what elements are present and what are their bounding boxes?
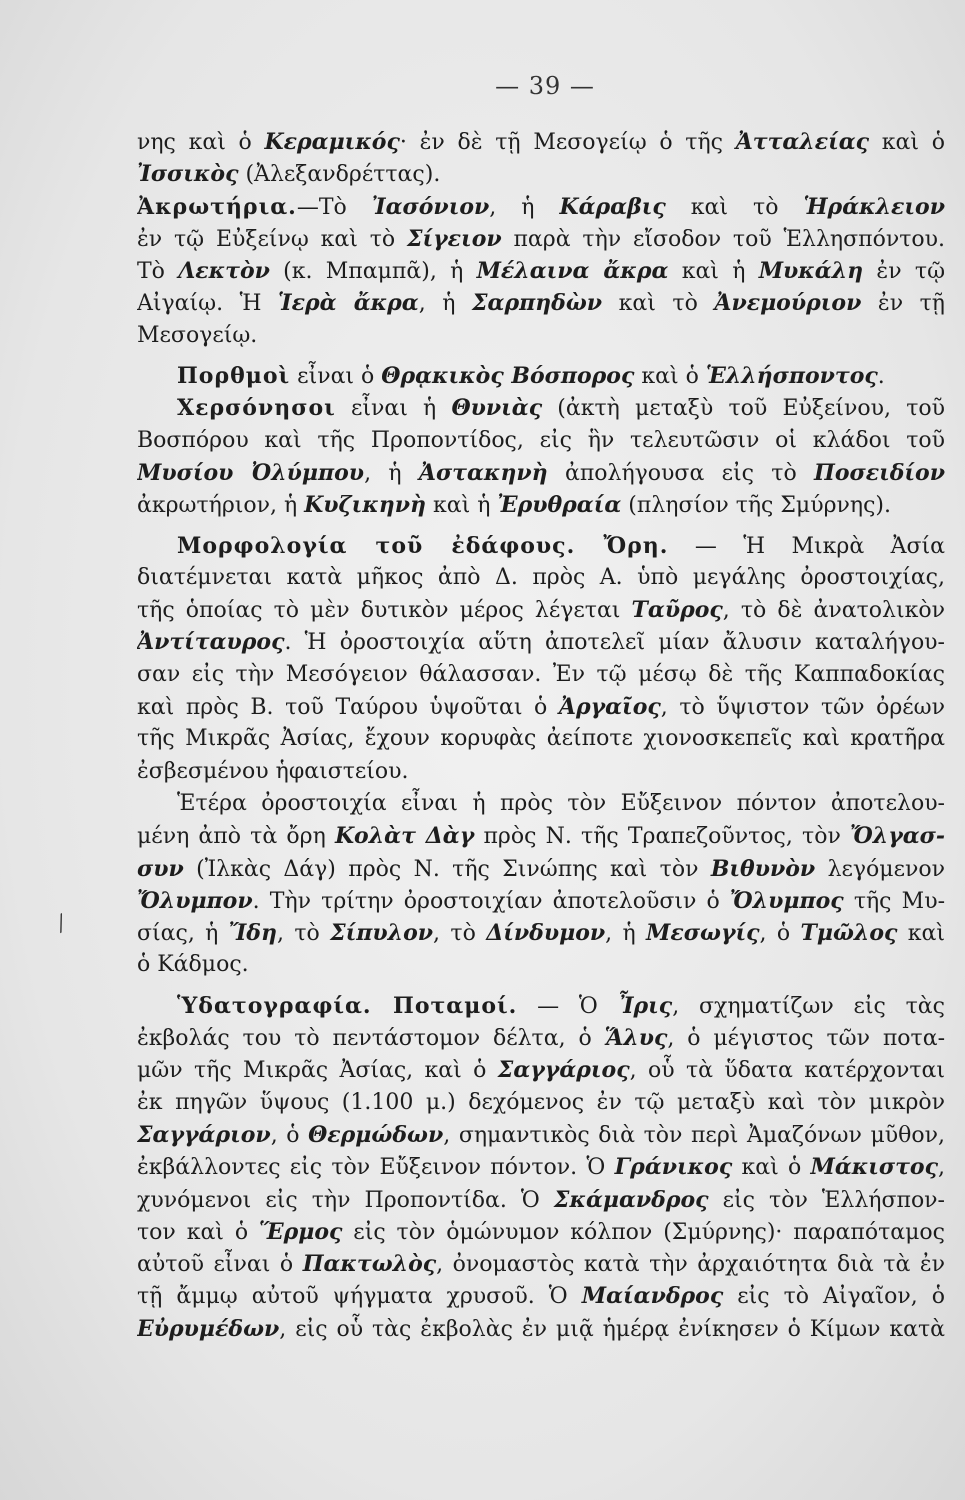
text-line bbox=[137, 1280, 945, 1312]
place-name: Ἰσσικὸς bbox=[137, 161, 239, 188]
text-line bbox=[137, 1087, 945, 1119]
text-run: ἀκρωτήριον, ἡ bbox=[137, 493, 305, 519]
place-name: Ἶρις bbox=[617, 992, 673, 1019]
text-run: —Τὸ bbox=[296, 194, 372, 220]
text-line bbox=[137, 1184, 945, 1216]
place-name: Εὐρυμέδων bbox=[137, 1315, 280, 1342]
text-run: ἀπολήγουσα εἰς τὸ bbox=[547, 460, 815, 486]
text-line bbox=[137, 788, 945, 820]
text-run: καὶ ὁ bbox=[732, 1155, 811, 1181]
text-run: νης bbox=[137, 130, 189, 155]
place-name: συν bbox=[137, 855, 184, 882]
text-run: , ἡ bbox=[364, 460, 419, 486]
text-line bbox=[137, 158, 945, 190]
place-name: Σαγγάριον bbox=[137, 1121, 271, 1148]
text-run: , τὸ ὕψιστον τῶν ὀρέων bbox=[660, 695, 945, 721]
text-line bbox=[137, 659, 945, 691]
text-run: · ἐν δὲ τῇ Μεσογείῳ ὁ τῆς bbox=[399, 130, 736, 155]
text-run: διατέμνεται κατὰ μῆκος ἀπὸ Δ. πρὸς Α. ὑπὸ μεγάλης ὀροστοιχίας, bbox=[137, 564, 945, 590]
text-run: . bbox=[877, 364, 885, 390]
text-run: λεγόμενον bbox=[815, 856, 945, 882]
text-run: καὶ ἡ bbox=[668, 259, 759, 285]
text-run: χυνόμενοι εἰς τὴν Προποντίδα. Ὁ bbox=[137, 1187, 554, 1213]
place-name: Ἀνεμούριον bbox=[714, 290, 862, 317]
text-run: καὶ πρὸς Β. τοῦ Ταύρου ὑψοῦται ὁ bbox=[137, 695, 559, 721]
text-line bbox=[137, 320, 945, 352]
place-name: Ἀντίταυρος bbox=[137, 629, 285, 656]
place-name: Μάκιστος bbox=[810, 1154, 938, 1181]
text-run: καὶ ὁ bbox=[634, 364, 706, 390]
place-name: Μυσίου Ὀλύμπου bbox=[137, 459, 365, 486]
place-name: Σαρπηδὼν bbox=[471, 290, 603, 317]
place-name: Κεραμικός bbox=[264, 129, 400, 155]
section-heading: Χερσόνησοι bbox=[177, 395, 336, 422]
place-name: Ἑλλήσποντος bbox=[705, 363, 878, 390]
place-name: Σαγγάριος bbox=[497, 1057, 630, 1084]
place-name: Θερμώδων bbox=[308, 1121, 444, 1148]
text-line bbox=[137, 360, 945, 392]
text-run: ἐσβεσμένου ἡφαιστείου. bbox=[137, 758, 409, 784]
place-name: Σίγειον bbox=[406, 225, 502, 252]
place-name: Μεσωγίς bbox=[646, 920, 760, 947]
text-run: , ὁ μέγιστος τῶν ποτα- bbox=[667, 1026, 945, 1052]
text-run: , ὀνομαστὸς κατὰ τὴν ἀρχαιότητα διὰ τὰ ἐν bbox=[436, 1252, 945, 1278]
body-text bbox=[137, 126, 945, 1345]
text-line bbox=[137, 425, 945, 457]
text-run: , bbox=[938, 1155, 945, 1181]
text-line bbox=[137, 885, 945, 917]
place-name: Ἐρυθραία bbox=[497, 492, 622, 519]
place-name: Ἕρμος bbox=[258, 1218, 343, 1245]
place-name: Ἡράκλειον bbox=[803, 193, 945, 220]
text-run: ἐν τῷ Εὐξείνῳ καὶ τὸ bbox=[137, 226, 407, 252]
text-run: , σχηματίζων εἰς τὰς bbox=[672, 993, 945, 1019]
text-run: (ἀκτὴ μεταξὺ τοῦ Εὐξείνου, τοῦ bbox=[542, 396, 945, 422]
text-run: . Ἡ ὀροστοιχία αὕτη ἀποτελεῖ μίαν ἄλυσιν καταλήγου- bbox=[284, 630, 945, 656]
section-heading: Ἀκρωτήρια. bbox=[137, 193, 297, 220]
text-line bbox=[137, 756, 945, 788]
place-name: Κάραβις bbox=[559, 193, 666, 220]
text-run: καὶ bbox=[897, 921, 945, 947]
place-name: Ἱερὰ ἄκρα bbox=[278, 290, 419, 317]
text-run: Τὸ bbox=[137, 259, 179, 285]
text-run: εἶναι ὁ bbox=[290, 364, 382, 390]
place-name: Ὄλυμπον bbox=[137, 887, 253, 914]
text-run: ἐκ πηγῶν ὕψους (1.100 μ.) δεχόμενος ἐν τῷ μεταξὺ καὶ τὸν μικρὸν bbox=[137, 1089, 945, 1115]
text-run: καὶ ὁ bbox=[869, 130, 945, 155]
text-run: Βοσπόρου καὶ τῆς Προποντίδος, εἰς ἣν τελευτῶσιν οἱ κλάδοι τοῦ bbox=[137, 427, 945, 453]
text-run: τῆς Μυ- bbox=[843, 888, 945, 914]
text-run: αὐτοῦ εἶναι ὁ bbox=[137, 1252, 303, 1278]
text-line bbox=[137, 1313, 945, 1345]
text-run: , ἡ bbox=[605, 921, 647, 947]
text-run: (πλησίον τῆς Σμύρνης). bbox=[621, 493, 891, 519]
place-name: Ταῦρος bbox=[631, 597, 723, 624]
place-name: Κολὰτ Δὰγ bbox=[334, 823, 475, 850]
text-line bbox=[137, 530, 945, 562]
text-line bbox=[137, 691, 945, 723]
place-name: Ἰασόνιον bbox=[371, 193, 490, 220]
text-line bbox=[137, 853, 945, 885]
place-name: Γράνικος bbox=[614, 1154, 733, 1181]
text-run: — Ἡ Μικρὰ Ἀσία bbox=[668, 533, 945, 559]
text-line bbox=[137, 949, 945, 981]
text-run: καὶ ὁ bbox=[188, 130, 265, 155]
place-name: Μυκάλη bbox=[758, 258, 864, 285]
text-run: εἰς τὸν ὁμώνυμον κόλπον (Σμύρνης)· παραπόταμος bbox=[342, 1219, 945, 1245]
place-name: Κυζικηνὴ bbox=[304, 492, 426, 519]
place-name: Θυνιὰς bbox=[451, 395, 543, 422]
section-heading: Ὑδατογραφία. Ποταμοί. bbox=[177, 992, 518, 1019]
text-run: ἐν τῷ bbox=[863, 259, 945, 285]
text-line bbox=[137, 255, 945, 287]
text-run: , σημαντικὸς διὰ τὸν περὶ Ἀμαζόνων μῦθον, bbox=[443, 1122, 945, 1148]
place-name: Τμῶλος bbox=[800, 920, 898, 947]
text-run: , ἡ bbox=[489, 194, 560, 220]
place-name: Ποσειδίον bbox=[814, 459, 945, 486]
place-name: Μαίανδρος bbox=[581, 1283, 724, 1310]
place-name: Πακτωλὸς bbox=[302, 1251, 437, 1278]
text-line bbox=[137, 1119, 945, 1151]
text-line bbox=[137, 126, 945, 158]
place-name: Δίνδυμον bbox=[486, 920, 606, 947]
section-heading: Μορφολογία τοῦ ἐδάφους. Ὄρη. bbox=[177, 532, 669, 559]
text-run: ἐκβάλλοντες εἰς τὸν Εὔξεινον πόντον. Ὁ bbox=[137, 1155, 615, 1181]
text-line bbox=[137, 723, 945, 755]
text-run: (Ἰλκὰς Δάγ) πρὸς Ν. τῆς Σινώπης καὶ τὸν bbox=[183, 856, 711, 882]
text-line bbox=[137, 1248, 945, 1280]
text-run: σίας, ἡ bbox=[137, 921, 229, 947]
text-run: σαν εἰς τὴν Μεσόγειον θάλασσαν. Ἐν τῷ μέσῳ δὲ τῆς Καππαδοκίας bbox=[137, 661, 945, 687]
place-name: Ὄλυμπος bbox=[729, 887, 844, 914]
margin-mark: ⁄ bbox=[53, 912, 70, 937]
text-run: παρὰ τὴν εἴσοδον τοῦ Ἑλλησπόντου. bbox=[501, 226, 945, 252]
text-run: . Τὴν τρίτην ὀροστοιχίαν ἀποτελοῦσιν ὁ bbox=[252, 888, 730, 914]
place-name: Ἀστακηνὴ bbox=[418, 459, 548, 486]
place-name: Μέλαινα ἄκρα bbox=[476, 258, 669, 285]
place-name: Ἀργαῖος bbox=[558, 694, 661, 721]
text-run: μένη ἀπὸ τὰ ὄρη bbox=[137, 824, 335, 850]
text-line bbox=[137, 562, 945, 594]
text-line bbox=[137, 594, 945, 626]
text-run: Αἰγαίῳ. Ἡ bbox=[137, 291, 278, 317]
text-run: εἶναι ἡ bbox=[335, 396, 452, 422]
text-run: ἐκβολάς του τὸ πεντάστομον δέλτα, ὁ bbox=[137, 1026, 605, 1052]
place-name: Σκάμανδρος bbox=[553, 1186, 709, 1213]
text-run: ἐν τῇ bbox=[861, 291, 945, 317]
text-run: τῆς Μικρᾶς Ἀσίας, ἔχουν κορυφὰς ἀείποτε χιονοσκεπεῖς καὶ κρατῆρα bbox=[137, 726, 945, 752]
text-line bbox=[137, 223, 945, 255]
text-run: πρὸς Ν. τῆς Τραπεζοῦντος, τὸν bbox=[474, 824, 850, 850]
text-run: (κ. Μπαμπᾶ), ἡ bbox=[269, 259, 477, 285]
text-run: , ὁ bbox=[759, 921, 801, 947]
text-run: , τὸ bbox=[433, 921, 487, 947]
place-name: Θρᾳκικὸς Βόσπορος bbox=[381, 363, 635, 390]
text-line bbox=[137, 489, 945, 521]
text-line bbox=[137, 917, 945, 949]
text-run: μῶν τῆς Μικρᾶς Ἀσίας, καὶ ὁ bbox=[137, 1058, 498, 1084]
text-line bbox=[137, 1022, 945, 1054]
section-heading: Πορθμοὶ bbox=[177, 363, 291, 390]
text-line bbox=[137, 191, 945, 223]
place-name: Ἀτταλείας bbox=[735, 129, 870, 155]
text-run: τῆς ὁποίας τὸ μὲν δυτικὸν μέρος λέγεται bbox=[137, 598, 632, 624]
place-name: Σίπυλον bbox=[330, 920, 434, 947]
text-run: καὶ τὸ bbox=[602, 291, 715, 317]
place-name: Ἴδη bbox=[228, 920, 277, 947]
place-name: Ὄλγασ- bbox=[850, 823, 945, 850]
text-run: καὶ τὸ bbox=[665, 194, 804, 220]
text-run: , τὸ bbox=[276, 921, 331, 947]
text-line bbox=[137, 1054, 945, 1086]
page-number: — 39 — bbox=[495, 72, 595, 100]
text-line bbox=[137, 626, 945, 658]
text-line bbox=[137, 287, 945, 319]
text-line bbox=[137, 990, 945, 1022]
place-name: Λεκτὸν bbox=[178, 258, 270, 285]
text-line bbox=[137, 457, 945, 489]
text-run: εἰς τὸ Αἰγαῖον, ὁ bbox=[723, 1284, 945, 1310]
text-run: , ἡ bbox=[418, 291, 472, 317]
text-run: Μεσογείῳ. bbox=[137, 322, 258, 348]
text-run: , τὸ δὲ ἀνατολικὸν bbox=[722, 598, 945, 624]
place-name: Βιθυνὸν bbox=[710, 855, 816, 882]
text-run: Ἑτέρα ὀροστοιχία εἶναι ἡ πρὸς τὸν Εὔξεινον πόντον ἀποτελου- bbox=[177, 790, 945, 816]
text-run: καὶ ἡ bbox=[425, 493, 498, 519]
text-line bbox=[137, 1151, 945, 1183]
text-run: , εἰς οὗ τὰς ἐκβολὰς ἐν μιᾷ ἡμέρᾳ ἐνίκησεν ὁ Κίμων κατὰ bbox=[279, 1316, 945, 1342]
text-run: , οὗ τὰ ὕδατα κατέρχονται bbox=[629, 1058, 945, 1084]
text-run: ὁ Κάδμος. bbox=[137, 952, 249, 978]
text-run: τῇ ἄμμῳ αὐτοῦ ψήγματα χρυσοῦ. Ὁ bbox=[137, 1284, 582, 1310]
text-line bbox=[137, 392, 945, 424]
text-run: — Ὁ bbox=[517, 993, 618, 1019]
text-line bbox=[137, 820, 945, 852]
text-run: εἰς τὸν Ἑλλήσπον- bbox=[708, 1187, 945, 1213]
text-run: , ὁ bbox=[270, 1122, 309, 1148]
text-run: (Ἀλεξανδρέττας). bbox=[238, 162, 441, 188]
text-run: τον καὶ ὁ bbox=[137, 1219, 259, 1245]
place-name: Ἅλυς bbox=[604, 1025, 668, 1052]
text-line bbox=[137, 1216, 945, 1248]
